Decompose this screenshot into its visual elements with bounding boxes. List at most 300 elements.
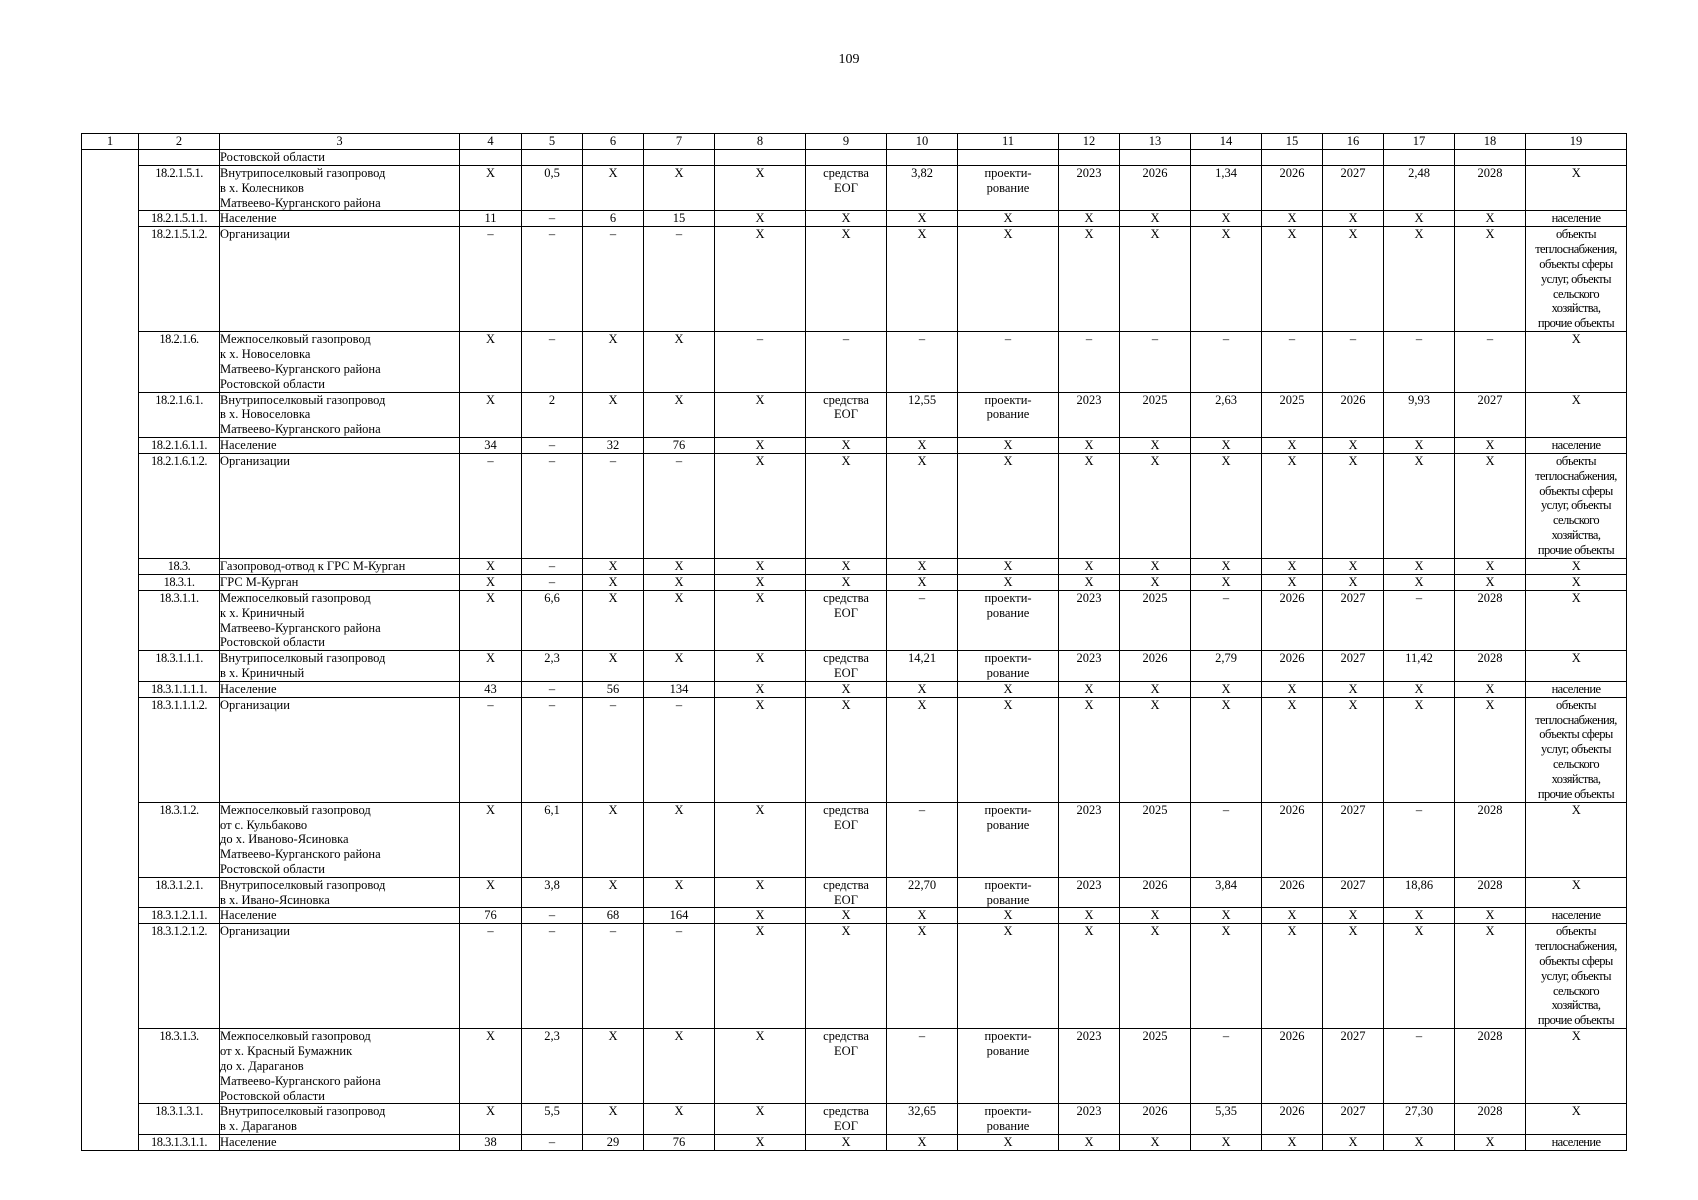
cell-col-4: X bbox=[460, 590, 522, 650]
row-consumers: население bbox=[1526, 1134, 1627, 1150]
cell-col-16: 2027 bbox=[1323, 1029, 1384, 1104]
row-name: Организации bbox=[220, 697, 460, 802]
cell-col-14: X bbox=[1191, 227, 1262, 332]
cell-col-4: – bbox=[460, 697, 522, 802]
cell-col-7: X bbox=[644, 558, 715, 574]
cell-col-17: – bbox=[1384, 802, 1455, 877]
cell-col-16: 2027 bbox=[1323, 877, 1384, 908]
column-number-8: 8 bbox=[715, 134, 806, 150]
row-name: Внутрипоселковый газопровод в х. Дараганов bbox=[220, 1104, 460, 1135]
cell-col-10: X bbox=[887, 453, 958, 558]
cell-col-17: X bbox=[1384, 211, 1455, 227]
cell-col-10: X bbox=[887, 681, 958, 697]
cell-col-10: X bbox=[887, 924, 958, 1029]
cell-col-9: X bbox=[806, 574, 887, 590]
cell-col-14: 2,63 bbox=[1191, 392, 1262, 437]
cell-col-9: средства ЕОГ bbox=[806, 166, 887, 211]
cell-col-5: 6,6 bbox=[522, 590, 583, 650]
cell-col-10: 22,70 bbox=[887, 877, 958, 908]
cell-col-13: 2026 bbox=[1120, 651, 1191, 682]
row-consumers: X bbox=[1526, 1029, 1627, 1104]
data-table bbox=[81, 133, 1627, 1151]
cell-col-13: X bbox=[1120, 453, 1191, 558]
cell-col-4: X bbox=[460, 802, 522, 877]
cell-col-6: X bbox=[583, 1104, 644, 1135]
cell-col-4: X bbox=[460, 1029, 522, 1104]
cell-col-6: X bbox=[583, 332, 644, 392]
cell-col-13: X bbox=[1120, 924, 1191, 1029]
cell-col-4: 38 bbox=[460, 1134, 522, 1150]
cell-col-4: X bbox=[460, 1104, 522, 1135]
cell-col-9: X bbox=[806, 558, 887, 574]
cell-col-12: 2023 bbox=[1059, 590, 1120, 650]
cell-col-9: X bbox=[806, 227, 887, 332]
cell-col-9: средства ЕОГ bbox=[806, 1029, 887, 1104]
cell-col-15: X bbox=[1262, 453, 1323, 558]
cell-col-11: X bbox=[958, 437, 1059, 453]
table-row bbox=[82, 908, 1627, 924]
row-name: Организации bbox=[220, 924, 460, 1029]
cell-col-9: X bbox=[806, 908, 887, 924]
row-consumers: X bbox=[1526, 166, 1627, 211]
cell-col-6: X bbox=[583, 392, 644, 437]
cell-col-15: X bbox=[1262, 1134, 1323, 1150]
row-consumers: X bbox=[1526, 877, 1627, 908]
column-number-12: 12 bbox=[1059, 134, 1120, 150]
cell-col-14: 2,79 bbox=[1191, 651, 1262, 682]
cell-col-16: X bbox=[1323, 924, 1384, 1029]
cell-col-7: 15 bbox=[644, 211, 715, 227]
cell-col-5: 5,5 bbox=[522, 1104, 583, 1135]
cell-col-5: – bbox=[522, 681, 583, 697]
cell-col-8 bbox=[715, 150, 806, 166]
cell-col-12: – bbox=[1059, 332, 1120, 392]
row-code: 18.3.1.1.1.2. bbox=[139, 697, 220, 802]
cell-col-11 bbox=[958, 150, 1059, 166]
cell-col-18: – bbox=[1455, 332, 1526, 392]
table-row bbox=[82, 392, 1627, 437]
cell-col-6: X bbox=[583, 1029, 644, 1104]
cell-col-5: 2,3 bbox=[522, 651, 583, 682]
cell-col-16: X bbox=[1323, 227, 1384, 332]
cell-col-16: 2027 bbox=[1323, 166, 1384, 211]
cell-col-16: 2027 bbox=[1323, 1104, 1384, 1135]
column-number-10: 10 bbox=[887, 134, 958, 150]
cell-col-18: X bbox=[1455, 697, 1526, 802]
column-number-6: 6 bbox=[583, 134, 644, 150]
cell-col-7 bbox=[644, 150, 715, 166]
cell-col-18: X bbox=[1455, 1134, 1526, 1150]
cell-col-18: X bbox=[1455, 211, 1526, 227]
cell-col-15: X bbox=[1262, 681, 1323, 697]
cell-col-10: X bbox=[887, 1134, 958, 1150]
cell-col-7: X bbox=[644, 332, 715, 392]
cell-col-14: X bbox=[1191, 453, 1262, 558]
cell-col-11: проекти- рование bbox=[958, 166, 1059, 211]
cell-col-7: 76 bbox=[644, 437, 715, 453]
cell-col-9 bbox=[806, 150, 887, 166]
row-consumers: X bbox=[1526, 574, 1627, 590]
cell-col-12: X bbox=[1059, 697, 1120, 802]
cell-col-5: – bbox=[522, 437, 583, 453]
row-consumers: объекты теплоснабжения, объекты сферы услуг, объекты сельского хозяйства, прочие объекты bbox=[1526, 227, 1627, 332]
table-row bbox=[82, 437, 1627, 453]
cell-col-14: X bbox=[1191, 211, 1262, 227]
cell-col-12: 2023 bbox=[1059, 877, 1120, 908]
row-code: 18.3. bbox=[139, 558, 220, 574]
cell-col-10: – bbox=[887, 332, 958, 392]
row-name: Внутрипоселковый газопровод в х. Новоселовка Матвеево-Курганского района bbox=[220, 392, 460, 437]
cell-col-13: 2025 bbox=[1120, 802, 1191, 877]
cell-col-9: X bbox=[806, 211, 887, 227]
table-row bbox=[82, 453, 1627, 558]
cell-col-13: 2025 bbox=[1120, 1029, 1191, 1104]
cell-col-14: X bbox=[1191, 908, 1262, 924]
cell-col-4: X bbox=[460, 877, 522, 908]
row-consumers: объекты теплоснабжения, объекты сферы услуг, объекты сельского хозяйства, прочие объекты bbox=[1526, 697, 1627, 802]
cell-col-18: 2028 bbox=[1455, 651, 1526, 682]
cell-col-14: X bbox=[1191, 437, 1262, 453]
row-name: Население bbox=[220, 211, 460, 227]
row-code: 18.2.1.6.1.1. bbox=[139, 437, 220, 453]
row-name: Внутрипоселковый газопровод в х. Колесников Матвеево-Курганского района bbox=[220, 166, 460, 211]
cell-col-8: X bbox=[715, 227, 806, 332]
row-consumers: объекты теплоснабжения, объекты сферы услуг, объекты сельского хозяйства, прочие объекты bbox=[1526, 453, 1627, 558]
cell-col-15: X bbox=[1262, 437, 1323, 453]
cell-col-9: средства ЕОГ bbox=[806, 392, 887, 437]
cell-col-10: – bbox=[887, 1029, 958, 1104]
cell-col-5: – bbox=[522, 332, 583, 392]
cell-col-14 bbox=[1191, 150, 1262, 166]
cell-col-16: X bbox=[1323, 681, 1384, 697]
cell-col-9: X bbox=[806, 924, 887, 1029]
row-consumers: X bbox=[1526, 332, 1627, 392]
cell-col-6: X bbox=[583, 802, 644, 877]
cell-col-7: – bbox=[644, 697, 715, 802]
cell-col-16: 2027 bbox=[1323, 590, 1384, 650]
table-row bbox=[82, 590, 1627, 650]
cell-col-16: 2027 bbox=[1323, 802, 1384, 877]
cell-col-11: X bbox=[958, 697, 1059, 802]
cell-col-5: – bbox=[522, 558, 583, 574]
cell-col-8: X bbox=[715, 574, 806, 590]
cell-col-5 bbox=[522, 150, 583, 166]
column-number-15: 15 bbox=[1262, 134, 1323, 150]
cell-col-5: – bbox=[522, 211, 583, 227]
row-name: Население bbox=[220, 1134, 460, 1150]
cell-col-8: X bbox=[715, 453, 806, 558]
cell-col-13: X bbox=[1120, 574, 1191, 590]
page-number: 109 bbox=[838, 52, 860, 67]
cell-col-12: X bbox=[1059, 681, 1120, 697]
table-row bbox=[82, 1029, 1627, 1104]
table-row bbox=[82, 558, 1627, 574]
row-name: Организации bbox=[220, 453, 460, 558]
cell-col-12: X bbox=[1059, 908, 1120, 924]
cell-col-4: X bbox=[460, 332, 522, 392]
cell-col-18: X bbox=[1455, 558, 1526, 574]
cell-col-5: – bbox=[522, 908, 583, 924]
row-name: Межпоселковый газопровод к х. Криничный Матвеево-Курганского района Ростовской области bbox=[220, 590, 460, 650]
cell-col-7: X bbox=[644, 1029, 715, 1104]
row-code: 18.3.1.2.1. bbox=[139, 877, 220, 908]
cell-col-9: X bbox=[806, 681, 887, 697]
cell-col-6: X bbox=[583, 877, 644, 908]
cell-col-14: X bbox=[1191, 681, 1262, 697]
cell-col-12: 2023 bbox=[1059, 1104, 1120, 1135]
cell-col-7: 164 bbox=[644, 908, 715, 924]
cell-col-16 bbox=[1323, 150, 1384, 166]
cell-col-11: проекти- рование bbox=[958, 651, 1059, 682]
cell-col-17: X bbox=[1384, 437, 1455, 453]
cell-col-15: X bbox=[1262, 227, 1323, 332]
cell-col-8: X bbox=[715, 1104, 806, 1135]
cell-col-12: X bbox=[1059, 558, 1120, 574]
cell-col-4: – bbox=[460, 924, 522, 1029]
cell-col-8: X bbox=[715, 558, 806, 574]
table-row bbox=[82, 166, 1627, 211]
cell-col-18: 2027 bbox=[1455, 392, 1526, 437]
cell-col-18: 2028 bbox=[1455, 877, 1526, 908]
cell-col-4 bbox=[460, 150, 522, 166]
cell-col-13: 2026 bbox=[1120, 166, 1191, 211]
table-row bbox=[82, 802, 1627, 877]
cell-col-17: X bbox=[1384, 227, 1455, 332]
cell-col-9: средства ЕОГ bbox=[806, 1104, 887, 1135]
cell-col-5: – bbox=[522, 1134, 583, 1150]
cell-col-6: X bbox=[583, 590, 644, 650]
cell-col-17: X bbox=[1384, 1134, 1455, 1150]
cell-col-10: 14,21 bbox=[887, 651, 958, 682]
table-row bbox=[82, 150, 1627, 166]
cell-col-8: X bbox=[715, 651, 806, 682]
row-name: ГРС М-Курган bbox=[220, 574, 460, 590]
column-number-2: 2 bbox=[139, 134, 220, 150]
cell-col-17: – bbox=[1384, 590, 1455, 650]
cell-col-11: X bbox=[958, 924, 1059, 1029]
row-consumers: X bbox=[1526, 651, 1627, 682]
cell-col-4: 11 bbox=[460, 211, 522, 227]
cell-col-18: 2028 bbox=[1455, 802, 1526, 877]
cell-col-17: X bbox=[1384, 453, 1455, 558]
row-consumers: X bbox=[1526, 1104, 1627, 1135]
cell-col-7: X bbox=[644, 166, 715, 211]
row-consumers: население bbox=[1526, 437, 1627, 453]
cell-col-5: – bbox=[522, 697, 583, 802]
cell-col-8: X bbox=[715, 166, 806, 211]
cell-col-5: 3,8 bbox=[522, 877, 583, 908]
cell-col-17: 11,42 bbox=[1384, 651, 1455, 682]
row-code: 18.3.1.2.1.2. bbox=[139, 924, 220, 1029]
cell-col-12: X bbox=[1059, 437, 1120, 453]
cell-col-11: X bbox=[958, 211, 1059, 227]
cell-col-17: – bbox=[1384, 1029, 1455, 1104]
row-name: Население bbox=[220, 437, 460, 453]
cell-col-7: X bbox=[644, 802, 715, 877]
cell-col-9: X bbox=[806, 697, 887, 802]
cell-col-10: 32,65 bbox=[887, 1104, 958, 1135]
table-row bbox=[82, 924, 1627, 1029]
row-code: 18.3.1.1. bbox=[139, 590, 220, 650]
row-name: Население bbox=[220, 908, 460, 924]
row-code: 18.3.1.1.1.1. bbox=[139, 681, 220, 697]
cell-col-10: – bbox=[887, 590, 958, 650]
cell-col-18: 2028 bbox=[1455, 1029, 1526, 1104]
column-number-3: 3 bbox=[220, 134, 460, 150]
cell-col-8: X bbox=[715, 590, 806, 650]
cell-col-10 bbox=[887, 150, 958, 166]
cell-col-5: – bbox=[522, 227, 583, 332]
cell-col-5: 2,3 bbox=[522, 1029, 583, 1104]
cell-col-7: X bbox=[644, 877, 715, 908]
row-name: Межпоселковый газопровод от х. Красный Бумажник до х. Дараганов Матвеево-Курганского района Ростовской области bbox=[220, 1029, 460, 1104]
row-code: 18.2.1.6. bbox=[139, 332, 220, 392]
row-code: 18.2.1.5.1. bbox=[139, 166, 220, 211]
cell-col-11: X bbox=[958, 681, 1059, 697]
cell-col-8: X bbox=[715, 697, 806, 802]
cell-col-6: X bbox=[583, 651, 644, 682]
table-row bbox=[82, 697, 1627, 802]
cell-col-15: 2026 bbox=[1262, 802, 1323, 877]
table-row bbox=[82, 681, 1627, 697]
cell-col-15: 2026 bbox=[1262, 1029, 1323, 1104]
cell-col-15: 2025 bbox=[1262, 392, 1323, 437]
cell-col-11: проекти- рование bbox=[958, 1029, 1059, 1104]
row-consumers: X bbox=[1526, 392, 1627, 437]
cell-col-8: X bbox=[715, 908, 806, 924]
cell-col-15: X bbox=[1262, 908, 1323, 924]
cell-col-13: 2025 bbox=[1120, 590, 1191, 650]
cell-col-14: X bbox=[1191, 558, 1262, 574]
row-code: 18.2.1.5.1.1. bbox=[139, 211, 220, 227]
cell-col-7: 76 bbox=[644, 1134, 715, 1150]
cell-col-11: X bbox=[958, 558, 1059, 574]
row-name: Ростовской области bbox=[220, 150, 460, 166]
cell-col-16: X bbox=[1323, 908, 1384, 924]
cell-col-13: X bbox=[1120, 558, 1191, 574]
cell-col-11: – bbox=[958, 332, 1059, 392]
cell-col-10: – bbox=[887, 802, 958, 877]
cell-col-17: 9,93 bbox=[1384, 392, 1455, 437]
cell-col-13: X bbox=[1120, 1134, 1191, 1150]
cell-col-13: X bbox=[1120, 908, 1191, 924]
cell-col-14: X bbox=[1191, 924, 1262, 1029]
row-code: 18.3.1.2. bbox=[139, 802, 220, 877]
table-body bbox=[82, 134, 1627, 1151]
cell-col-15: – bbox=[1262, 332, 1323, 392]
cell-col-11: X bbox=[958, 227, 1059, 332]
cell-col-13: X bbox=[1120, 697, 1191, 802]
cell-col-18: X bbox=[1455, 681, 1526, 697]
cell-col-4: X bbox=[460, 392, 522, 437]
row-name: Население bbox=[220, 681, 460, 697]
table-row bbox=[82, 574, 1627, 590]
row-consumers: население bbox=[1526, 681, 1627, 697]
row-code: 18.3.1.3.1.1. bbox=[139, 1134, 220, 1150]
cell-col-16: X bbox=[1323, 697, 1384, 802]
cell-col-17: X bbox=[1384, 558, 1455, 574]
column-number-4: 4 bbox=[460, 134, 522, 150]
cell-col-8: X bbox=[715, 392, 806, 437]
cell-col-5: – bbox=[522, 453, 583, 558]
cell-col-17: 18,86 bbox=[1384, 877, 1455, 908]
cell-col-6: X bbox=[583, 558, 644, 574]
table-row bbox=[82, 332, 1627, 392]
cell-col-16: 2027 bbox=[1323, 651, 1384, 682]
cell-col-7: 134 bbox=[644, 681, 715, 697]
cell-col-7: X bbox=[644, 1104, 715, 1135]
cell-col-15: X bbox=[1262, 211, 1323, 227]
cell-col-15 bbox=[1262, 150, 1323, 166]
column-number-17: 17 bbox=[1384, 134, 1455, 150]
cell-col-16: – bbox=[1323, 332, 1384, 392]
cell-col-5: 6,1 bbox=[522, 802, 583, 877]
row-code: 18.3.1.3. bbox=[139, 1029, 220, 1104]
cell-col-6 bbox=[583, 150, 644, 166]
row-consumers: X bbox=[1526, 802, 1627, 877]
row-code: 18.2.1.5.1.2. bbox=[139, 227, 220, 332]
cell-col-10: X bbox=[887, 574, 958, 590]
cell-col-12 bbox=[1059, 150, 1120, 166]
cell-col-4: 34 bbox=[460, 437, 522, 453]
cell-col-14: 1,34 bbox=[1191, 166, 1262, 211]
cell-col-14: X bbox=[1191, 697, 1262, 802]
cell-col-8: X bbox=[715, 802, 806, 877]
cell-col-10: 12,55 bbox=[887, 392, 958, 437]
cell-col-6: 56 bbox=[583, 681, 644, 697]
cell-col-11: X bbox=[958, 574, 1059, 590]
cell-col-4: X bbox=[460, 558, 522, 574]
cell-col-18: X bbox=[1455, 437, 1526, 453]
cell-col-12: X bbox=[1059, 211, 1120, 227]
cell-col-13: X bbox=[1120, 211, 1191, 227]
cell-col-5: 2 bbox=[522, 392, 583, 437]
row-consumers: население bbox=[1526, 211, 1627, 227]
cell-col-16: X bbox=[1323, 574, 1384, 590]
cell-col-15: 2026 bbox=[1262, 166, 1323, 211]
row-consumers: X bbox=[1526, 590, 1627, 650]
row-consumers: X bbox=[1526, 558, 1627, 574]
row-consumers bbox=[1526, 150, 1627, 166]
cell-col-15: 2026 bbox=[1262, 651, 1323, 682]
cell-col-11: проекти- рование bbox=[958, 1104, 1059, 1135]
cell-col-12: X bbox=[1059, 453, 1120, 558]
cell-col-12: X bbox=[1059, 574, 1120, 590]
cell-col-7: – bbox=[644, 227, 715, 332]
cell-col-8: X bbox=[715, 877, 806, 908]
row-code: 18.3.1.3.1. bbox=[139, 1104, 220, 1135]
cell-col-15: 2026 bbox=[1262, 590, 1323, 650]
row-name: Внутрипоселковый газопровод в х. Ивано-Ясиновка bbox=[220, 877, 460, 908]
cell-col-11: проекти- рование bbox=[958, 877, 1059, 908]
cell-col-4: X bbox=[460, 166, 522, 211]
cell-col-18: 2028 bbox=[1455, 590, 1526, 650]
cell-col-8: X bbox=[715, 681, 806, 697]
cell-col-14: – bbox=[1191, 1029, 1262, 1104]
cell-col-10: X bbox=[887, 558, 958, 574]
column-number-7: 7 bbox=[644, 134, 715, 150]
cell-col-10: 3,82 bbox=[887, 166, 958, 211]
cell-col-9: средства ЕОГ bbox=[806, 651, 887, 682]
cell-col-14: X bbox=[1191, 574, 1262, 590]
cell-col-4: – bbox=[460, 453, 522, 558]
cell-col-16: 2026 bbox=[1323, 392, 1384, 437]
cell-col-11: проекти- рование bbox=[958, 590, 1059, 650]
cell-col-7: – bbox=[644, 924, 715, 1029]
cell-col-14: X bbox=[1191, 1134, 1262, 1150]
table-row bbox=[82, 1134, 1627, 1150]
cell-col-10: X bbox=[887, 227, 958, 332]
